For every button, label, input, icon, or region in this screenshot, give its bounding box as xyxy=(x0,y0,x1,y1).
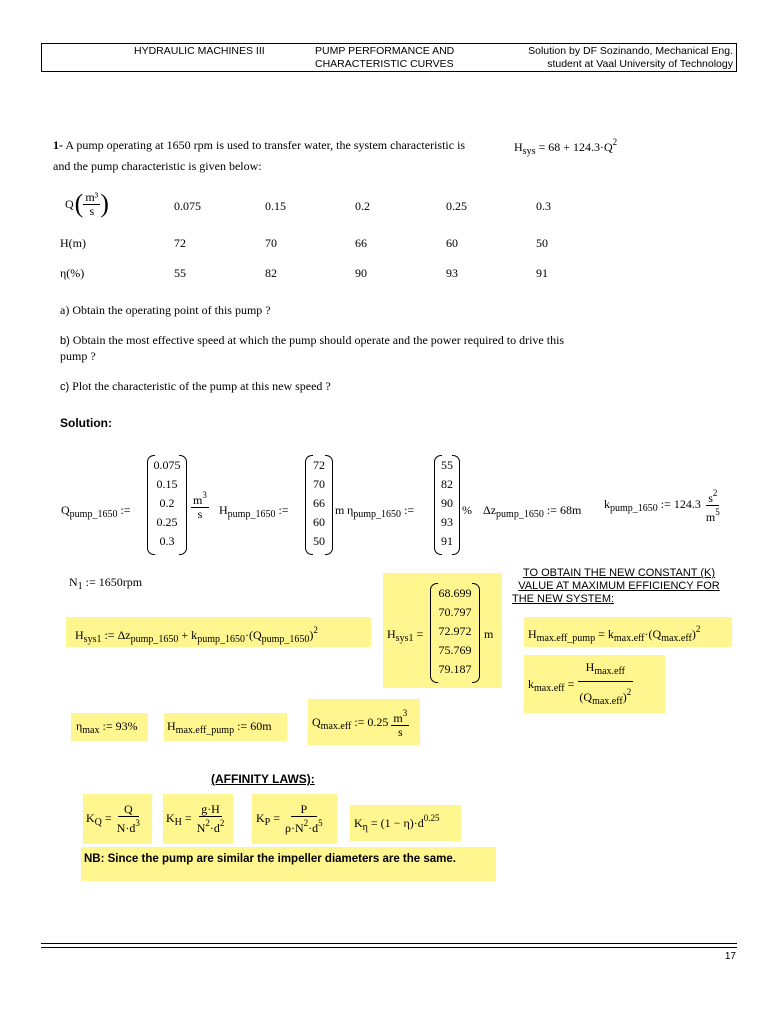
eta-pump-matrix: 55 82 90 93 91 xyxy=(434,455,460,555)
keta-law: $K_\eta = (1 - \eta)\cdot d^{0.25}$ xyxy=(354,813,440,833)
kp-law: $K_P$ = $\frac{P}{\rho\cdot N^2\cdot d^5}$ xyxy=(256,802,323,835)
table-cell: 82 xyxy=(265,266,277,280)
kh-law: $K_H$ = $\frac{g\cdot H}{N^2\cdot d^2}$ xyxy=(166,802,225,835)
table-h-label: H(m) xyxy=(60,236,86,250)
table-cell: 70 xyxy=(265,236,277,250)
footer-rule-2 xyxy=(41,947,737,948)
header-course: HYDRAULIC MACHINES III xyxy=(134,45,265,57)
new-constant-note: TO OBTAIN THE NEW CONSTANT (K) VALUE AT MAXIMUM EFFICIENCY FOR THE NEW SYSTEM: xyxy=(512,567,720,605)
qmax-eff: $Q_{max.eff}$ := 0.25 $\frac{m^3}{s}$ xyxy=(312,708,408,739)
eta-pump-unit: % xyxy=(462,503,472,517)
hmax-eff-equation: $H_{max.eff\_pump} = k_{max.eff}\cdot(Q_{max.eff})^2$ xyxy=(528,624,701,644)
header-author-1: Solution by DF Sozinando, Mechanical Eng. xyxy=(528,45,733,57)
table-cell: 55 xyxy=(174,266,186,280)
eta-pump-label: $\eta_{pump\_1650}$ := xyxy=(347,503,415,520)
hmax-eff-pump: $H_{max.eff\_pump}$ := 60m xyxy=(167,719,272,736)
table-cell: 0.3 xyxy=(536,199,551,213)
hsys1-definition: $H_{sys1}$ := $\Delta z_{pump\_1650} + k_{pump\_1650}\cdot(Q_{pump\_1650})^2$ xyxy=(75,625,318,645)
eta-max: $\eta_{max}$ := 93% xyxy=(76,719,138,736)
kmax-eff-equation: $k_{max.eff}$ = $\frac{H_{max.eff}}{(Q_{max.eff})^2}$ xyxy=(528,660,632,707)
q-pump-matrix: 0.075 0.15 0.2 0.25 0.3 xyxy=(147,455,187,555)
table-cell: 72 xyxy=(174,236,186,250)
kq-law: $K_Q$ = $\frac{Q}{N\cdot d^3}$ xyxy=(86,802,140,835)
q-pump-label: $Q_{pump\_1650}$ := xyxy=(61,503,131,520)
question-c: c) Plot the characteristic of the pump at this new speed ? xyxy=(60,379,331,393)
table-cell: 93 xyxy=(446,266,458,280)
table-cell: 60 xyxy=(446,236,458,250)
page-number: 17 xyxy=(724,951,736,962)
h-pump-unit: m xyxy=(335,503,345,517)
hsys1-result-label: $H_{sys1}$ = xyxy=(387,627,424,644)
question-a: a) Obtain the operating point of this pump ? xyxy=(60,303,271,317)
table-q-label: Q ( $\frac{\text{m³}}{s}$ ) xyxy=(65,189,109,218)
affinity-laws-title: (AFFINITY LAWS): xyxy=(211,772,315,786)
problem-line-1 xyxy=(53,138,465,153)
table-cell: 66 xyxy=(355,236,367,250)
solution-title: Solution: xyxy=(60,416,112,430)
h-pump-matrix: 72 70 66 60 50 xyxy=(305,455,333,555)
problem-number: 1- xyxy=(53,138,63,152)
table-cell: 0.15 xyxy=(265,199,286,213)
header-topic-1: PUMP PERFORMANCE AND xyxy=(315,45,455,57)
footer-rule xyxy=(41,943,737,944)
table-cell: 0.2 xyxy=(355,199,370,213)
table-cell: 0.075 xyxy=(174,199,201,213)
dz-assignment: $\Delta z_{pump\_1650}$ := 68m xyxy=(483,503,582,520)
header-author-2: student at Vaal University of Technology xyxy=(547,58,733,70)
hsys1-unit: m xyxy=(484,627,494,641)
question-b: b) Obtain the most effective speed at which the pump should operate and the power required to drive this pump ? xyxy=(60,333,565,363)
q-pump-unit: $\frac{m^3}{s}$ xyxy=(193,490,207,521)
problem-text-2: and the pump characteristic is given below: xyxy=(53,159,262,173)
problem-text-1: A pump operating at 1650 rpm is used to transfer water, the system characteristic is xyxy=(65,138,466,152)
n1-assignment: $N_1$ := 1650rpm xyxy=(69,575,143,592)
table-cell: 91 xyxy=(536,266,548,280)
nb-note: NB: Since the pump are similar the impeller diameters are the same. xyxy=(84,853,456,865)
table-eta-label: η(%) xyxy=(60,266,85,280)
page-header xyxy=(41,43,737,72)
table-cell: 0.25 xyxy=(446,199,467,213)
k-assignment: $k_{pump\_1650}$ := 124.3 $\frac{s^2}{m^5}$ xyxy=(604,488,720,524)
table-cell: 90 xyxy=(355,266,367,280)
hsys1-matrix: 68.699 70.797 72.972 75.769 79.187 xyxy=(430,583,480,683)
h-pump-label: $H_{pump\_1650}$ := xyxy=(219,503,289,520)
header-topic-2: CHARACTERISTIC CURVES xyxy=(315,58,454,70)
table-cell: 50 xyxy=(536,236,548,250)
system-equation: $H_{sys} = 68 + 124.3\cdot Q^2$ xyxy=(514,137,618,157)
